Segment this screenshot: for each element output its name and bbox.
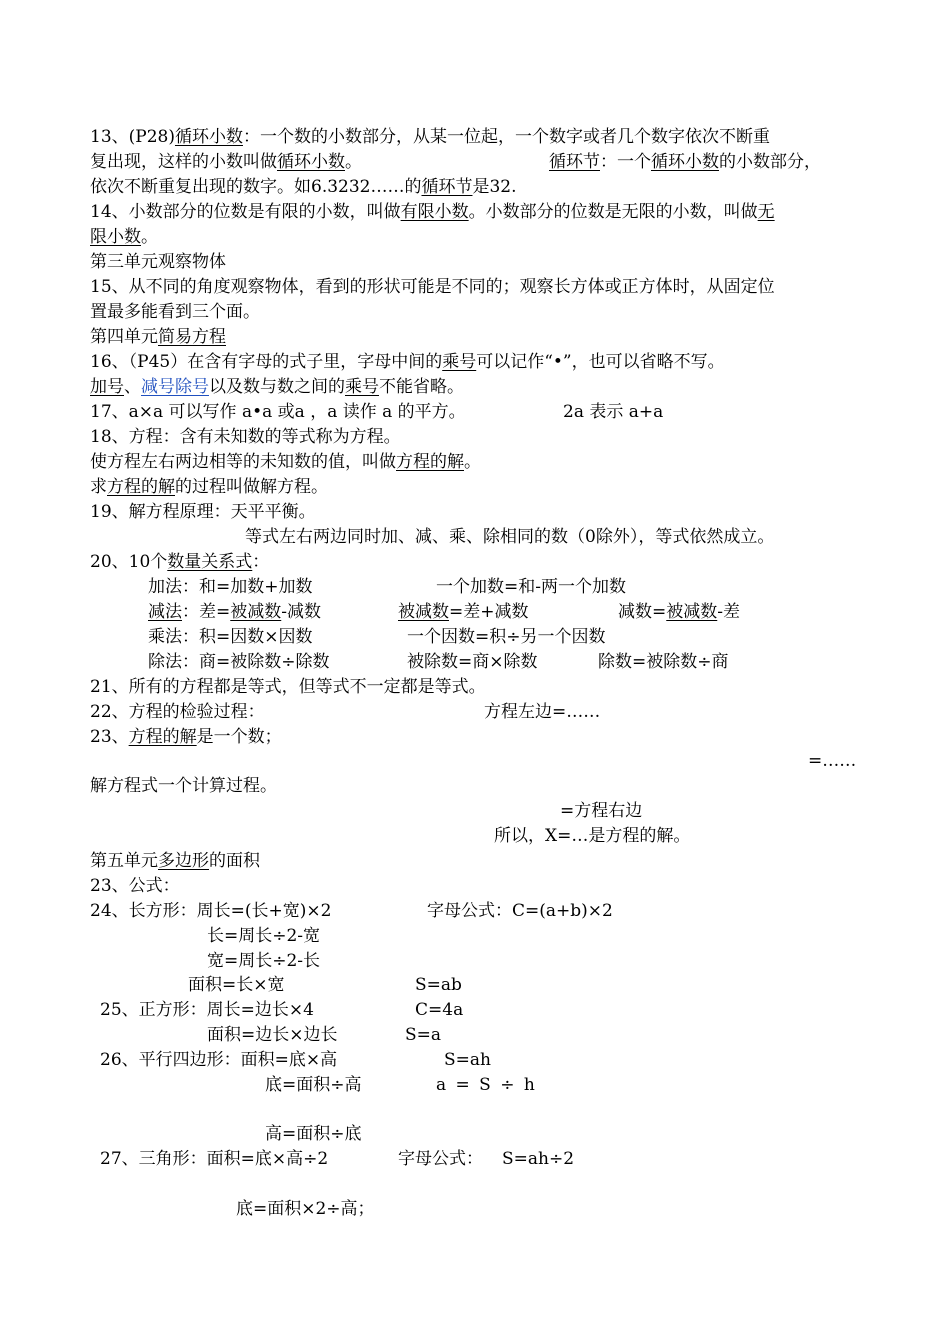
eq-conclusion: 所以，X=…是方程的解。	[494, 826, 691, 846]
item-13-line3: 依次不断重复出现的数字。如6.3232……的循环节是32.	[90, 177, 517, 197]
item-18-line1: 18、方程：含有未知数的等式称为方程。	[90, 427, 401, 447]
triangle-area: 27、三角形：面积=底×高÷2	[100, 1149, 329, 1169]
item-15-line1: 15、从不同的角度观察物体，看到的形状可能是不同的；观察长方体或正方体时，从固定位	[90, 277, 775, 297]
formula-div-c: 除数=被除数÷商	[598, 652, 729, 672]
rect-area: 面积=长×宽	[188, 975, 285, 995]
item-19-line1: 19、解方程原理：天平平衡。	[90, 502, 316, 522]
item-23a: 23、方程的解是一个数；	[90, 727, 282, 747]
item-16-line2: 加号、减号除号以及数与数之间的乘号不能省略。	[90, 377, 464, 397]
item-14-line2: 限小数。	[90, 227, 158, 247]
unit-4-heading: 第四单元简易方程	[90, 327, 226, 347]
item-20-title: 20、10个数量关系式：	[90, 552, 270, 572]
term-repeating-decimal: 循环小数	[277, 152, 345, 172]
unit-3-heading: 第三单元观察物体	[90, 252, 226, 272]
eq-right-side: =方程右边	[560, 801, 643, 821]
item-16-line1: 16、（P45）在含有字母的式子里，字母中间的乘号可以记作“•”，也可以省略不写。	[90, 352, 725, 372]
rect-perimeter: 24、长方形：周长=(长+宽)×2	[90, 901, 332, 921]
eq-continue: =……	[808, 751, 857, 771]
formula-sub-c: 减数=被减数-差	[618, 602, 740, 622]
rect-length: 长=周长÷2-宽	[207, 926, 321, 946]
formula-mul-a: 乘法：积=因数×因数	[148, 627, 313, 647]
rect-width: 宽=周长÷2-长	[207, 951, 321, 971]
item-17-b: 2a 表示 a+a	[563, 402, 664, 422]
item-21: 21、所有的方程都是等式，但等式不一定都是等式。	[90, 677, 486, 697]
triangle-area-formula: S=ah÷2	[502, 1149, 575, 1169]
item-18-line3: 求方程的解的过程叫做解方程。	[90, 477, 328, 497]
formula-add-b: 一个加数=和-两一个加数	[436, 577, 626, 597]
item-13-line2a: 复出现，这样的小数叫做循环小数。	[90, 152, 362, 172]
parallelogram-base: 底=面积÷高	[265, 1075, 362, 1095]
formula-sub-a: 减法：差=被减数-减数	[148, 602, 321, 622]
parallelogram-base-formula: a = S ÷ h	[436, 1075, 535, 1095]
rect-area-formula: S=ab	[415, 975, 462, 995]
item-13-line1: 13、(P28)循环小数：一个数的小数部分，从某一位起，一个数字或者几个数字依次不断重	[90, 127, 770, 147]
link-minus-divide[interactable]: 减号除号	[141, 377, 209, 397]
item-15-line2: 置最多能看到三个面。	[90, 302, 260, 322]
item-22-b: 方程左边=……	[484, 702, 601, 722]
parallelogram-area-formula: S=ah	[444, 1050, 491, 1070]
square-perimeter-formula: C=4a	[415, 1000, 464, 1020]
item-23b: 23、公式：	[90, 876, 180, 896]
parallelogram-area: 26、平行四边形：面积=底×高	[100, 1050, 338, 1070]
item-18-line2: 使方程左右两边相等的未知数的值，叫做方程的解。	[90, 452, 481, 472]
item-14-line1: 14、小数部分的位数是有限的小数，叫做有限小数。小数部分的位数是无限的小数，叫做无	[90, 202, 775, 222]
term-finite-decimal: 有限小数	[400, 202, 469, 222]
item-13-line2b: 循环节：一个循环小数的小数部分，	[549, 152, 821, 172]
term-repeating-decimal: 循环小数	[174, 127, 243, 147]
item-17-a: 17、a×a 可以写作 a•a 或a ，a 读作 a 的平方。	[90, 402, 466, 422]
term-repetend: 循环节	[549, 152, 600, 172]
formula-div-a: 除法：商=被除数÷除数	[148, 652, 330, 672]
square-area-formula: S=a	[405, 1025, 442, 1045]
unit-5-heading: 第五单元多边形的面积	[90, 851, 260, 871]
term-infinite-decimal: 限小数	[90, 227, 141, 247]
square-area: 面积=边长×边长	[207, 1025, 338, 1045]
rect-letter-formula: 字母公式：C=(a+b)×2	[427, 901, 613, 921]
square-perimeter: 25、正方形：周长=边长×4	[100, 1000, 314, 1020]
solve-process-note: 解方程式一个计算过程。	[90, 776, 277, 796]
triangle-base: 底=面积×2÷高；	[236, 1199, 375, 1219]
formula-add-a: 加法：和=加数+加数	[148, 577, 313, 597]
parallelogram-height: 高=面积÷底	[265, 1124, 362, 1144]
formula-sub-b: 被减数=差+减数	[398, 602, 529, 622]
item-19-line2: 等式左右两边同时加、减、乘、除相同的数（0除外），等式依然成立。	[245, 527, 775, 547]
term-repetend: 循环节	[421, 177, 473, 197]
formula-div-b: 被除数=商×除数	[407, 652, 538, 672]
item-22-a: 22、方程的检验过程：	[90, 702, 265, 722]
formula-mul-b: 一个因数=积÷另一个因数	[407, 627, 606, 647]
triangle-letter-label: 字母公式：	[398, 1149, 483, 1169]
